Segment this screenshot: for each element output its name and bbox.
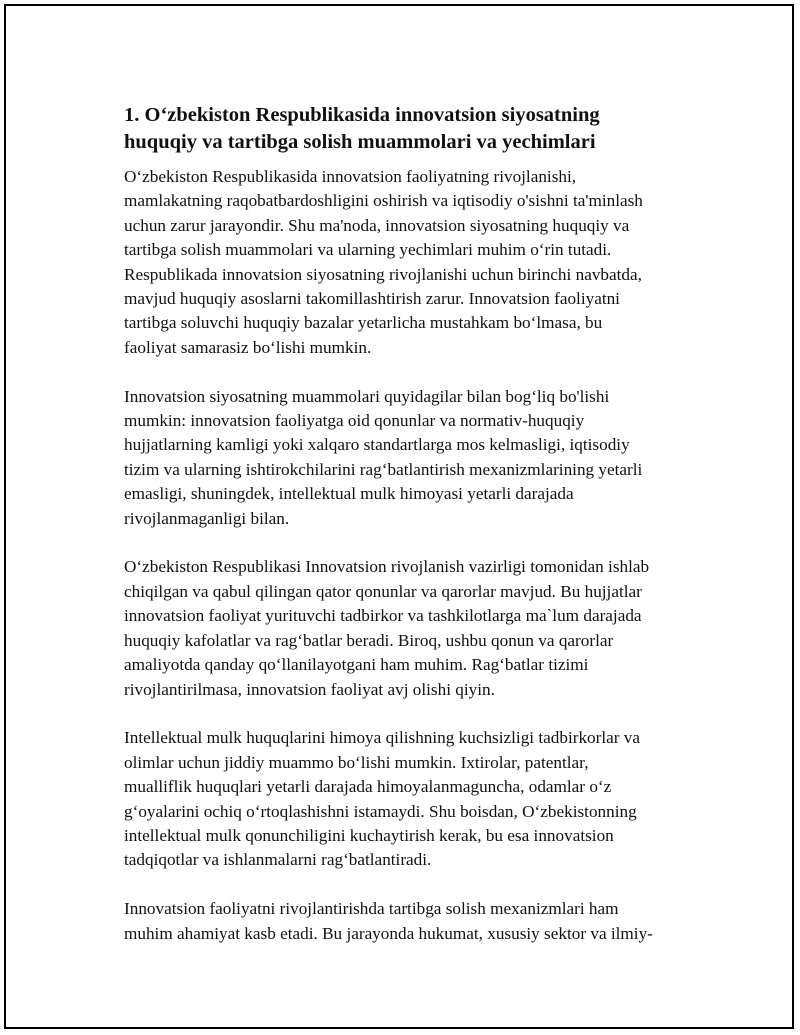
text-line: tartibga solish muammolari va ularning yechimlari muhim o‘rin tutadi. — [124, 240, 612, 260]
text-line: O‘zbekiston Respublikasi Innovatsion rivojlanish vazirligi tomonidan ishlab — [124, 557, 650, 577]
text-line: muhim ahamiyat kasb etadi. Bu jarayonda hukumat, xususiy sektor va ilmiy- — [124, 923, 653, 943]
text-line: chiqilgan va qabul qilingan qator qonunlar va qarorlar mavjud. Bu hujjatlar — [124, 581, 642, 601]
page-frame — [4, 4, 794, 1029]
section-heading — [124, 102, 724, 156]
text-line: amaliyotda qanday qo‘llanilayotgani ham muhim. Rag‘batlar tizimi — [124, 655, 589, 675]
text-line: olimlar uchun jiddiy muammo bo‘lishi mumkin. Ixtirolar, patentlar, — [124, 752, 589, 772]
paragraph-2 — [124, 385, 724, 531]
paragraph-4 — [124, 726, 724, 872]
text-line: tizim va ularning ishtirokchilarini rag‘batlantirish mexanizmlarining yetarli — [124, 459, 643, 479]
text-line: emasligi, shuningdek, intellektual mulk himoyasi yetarli darajada — [124, 484, 574, 504]
text-line: O‘zbekiston Respublikasida innovatsion faoliyatning rivojlanishi, — [124, 167, 577, 186]
text-line: mualliflik huquqlari yetarli darajada himoyalanmaguncha, odamlar o‘z — [124, 777, 612, 797]
text-line: Innovatsion faoliyatni rivojlantirishda tartibga solish mexanizmlari ham — [124, 899, 619, 919]
text-line: hujjatlarning kamligi yoki xalqaro standartlarga mos kelmasligi, iqtisodiy — [124, 435, 630, 455]
heading-line: huquqiy va tartibga solish muammolari va yechimlari — [124, 131, 596, 153]
text-line: huquqiy kafolatlar va rag‘batlar beradi. Biroq, ushbu qonun va qarorlar — [124, 630, 614, 650]
text-line: tadqiqotlar va ishlanmalarni rag‘batlantiradi. — [124, 850, 432, 870]
text-line: g‘oyalarini ochiq o‘rtoqlashishni istamaydi. Shu boisdan, O‘zbekistonning — [124, 801, 637, 821]
paragraph-1 — [124, 165, 724, 360]
text-line: rivojlantirilmasa, innovatsion faoliyat avj olishi qiyin. — [124, 679, 495, 699]
paragraph-5 — [124, 897, 724, 946]
text-line: mavjud huquqiy asoslarni takomillashtirish zarur. Innovatsion faoliyatni — [124, 289, 620, 309]
document-body — [124, 102, 724, 970]
text-line: Intellektual mulk huquqlarini himoya qilishning kuchsizligi tadbirkorlar va — [124, 728, 641, 748]
text-line: uchun zarur jarayondir. Shu ma'noda, innovatsion siyosatning huquqiy va — [124, 215, 630, 235]
paragraph-3 — [124, 555, 724, 701]
text-line: Respublikada innovatsion siyosatning rivojlanishi uchun birinchi navbatda, — [124, 264, 642, 284]
text-line: mumkin: innovatsion faoliyatga oid qonunlar va normativ-huquqiy — [124, 411, 585, 431]
text-line: Innovatsion siyosatning muammolari quyidagilar bilan bog‘liq bo'lishi — [124, 386, 610, 406]
text-line: faoliyat samarasiz bo‘lishi mumkin. — [124, 337, 372, 357]
text-line: rivojlanmaganligi bilan. — [124, 508, 290, 528]
text-line: mamlakatning raqobatbardoshligini oshirish va iqtisodiy o'sishni ta'minlash — [124, 191, 643, 211]
text-line: tartibga soluvchi huquqiy bazalar yetarlicha mustahkam bo‘lmasa, bu — [124, 313, 603, 333]
text-line: innovatsion faoliyat yurituvchi tadbirkor va tashkilotlarga ma`lum darajada — [124, 606, 642, 626]
heading-line: 1. O‘zbekiston Respublikasida innovatsion siyosatning — [124, 104, 600, 126]
text-line: intellektual mulk qonunchiligini kuchaytirish kerak, bu esa innovatsion — [124, 825, 614, 845]
